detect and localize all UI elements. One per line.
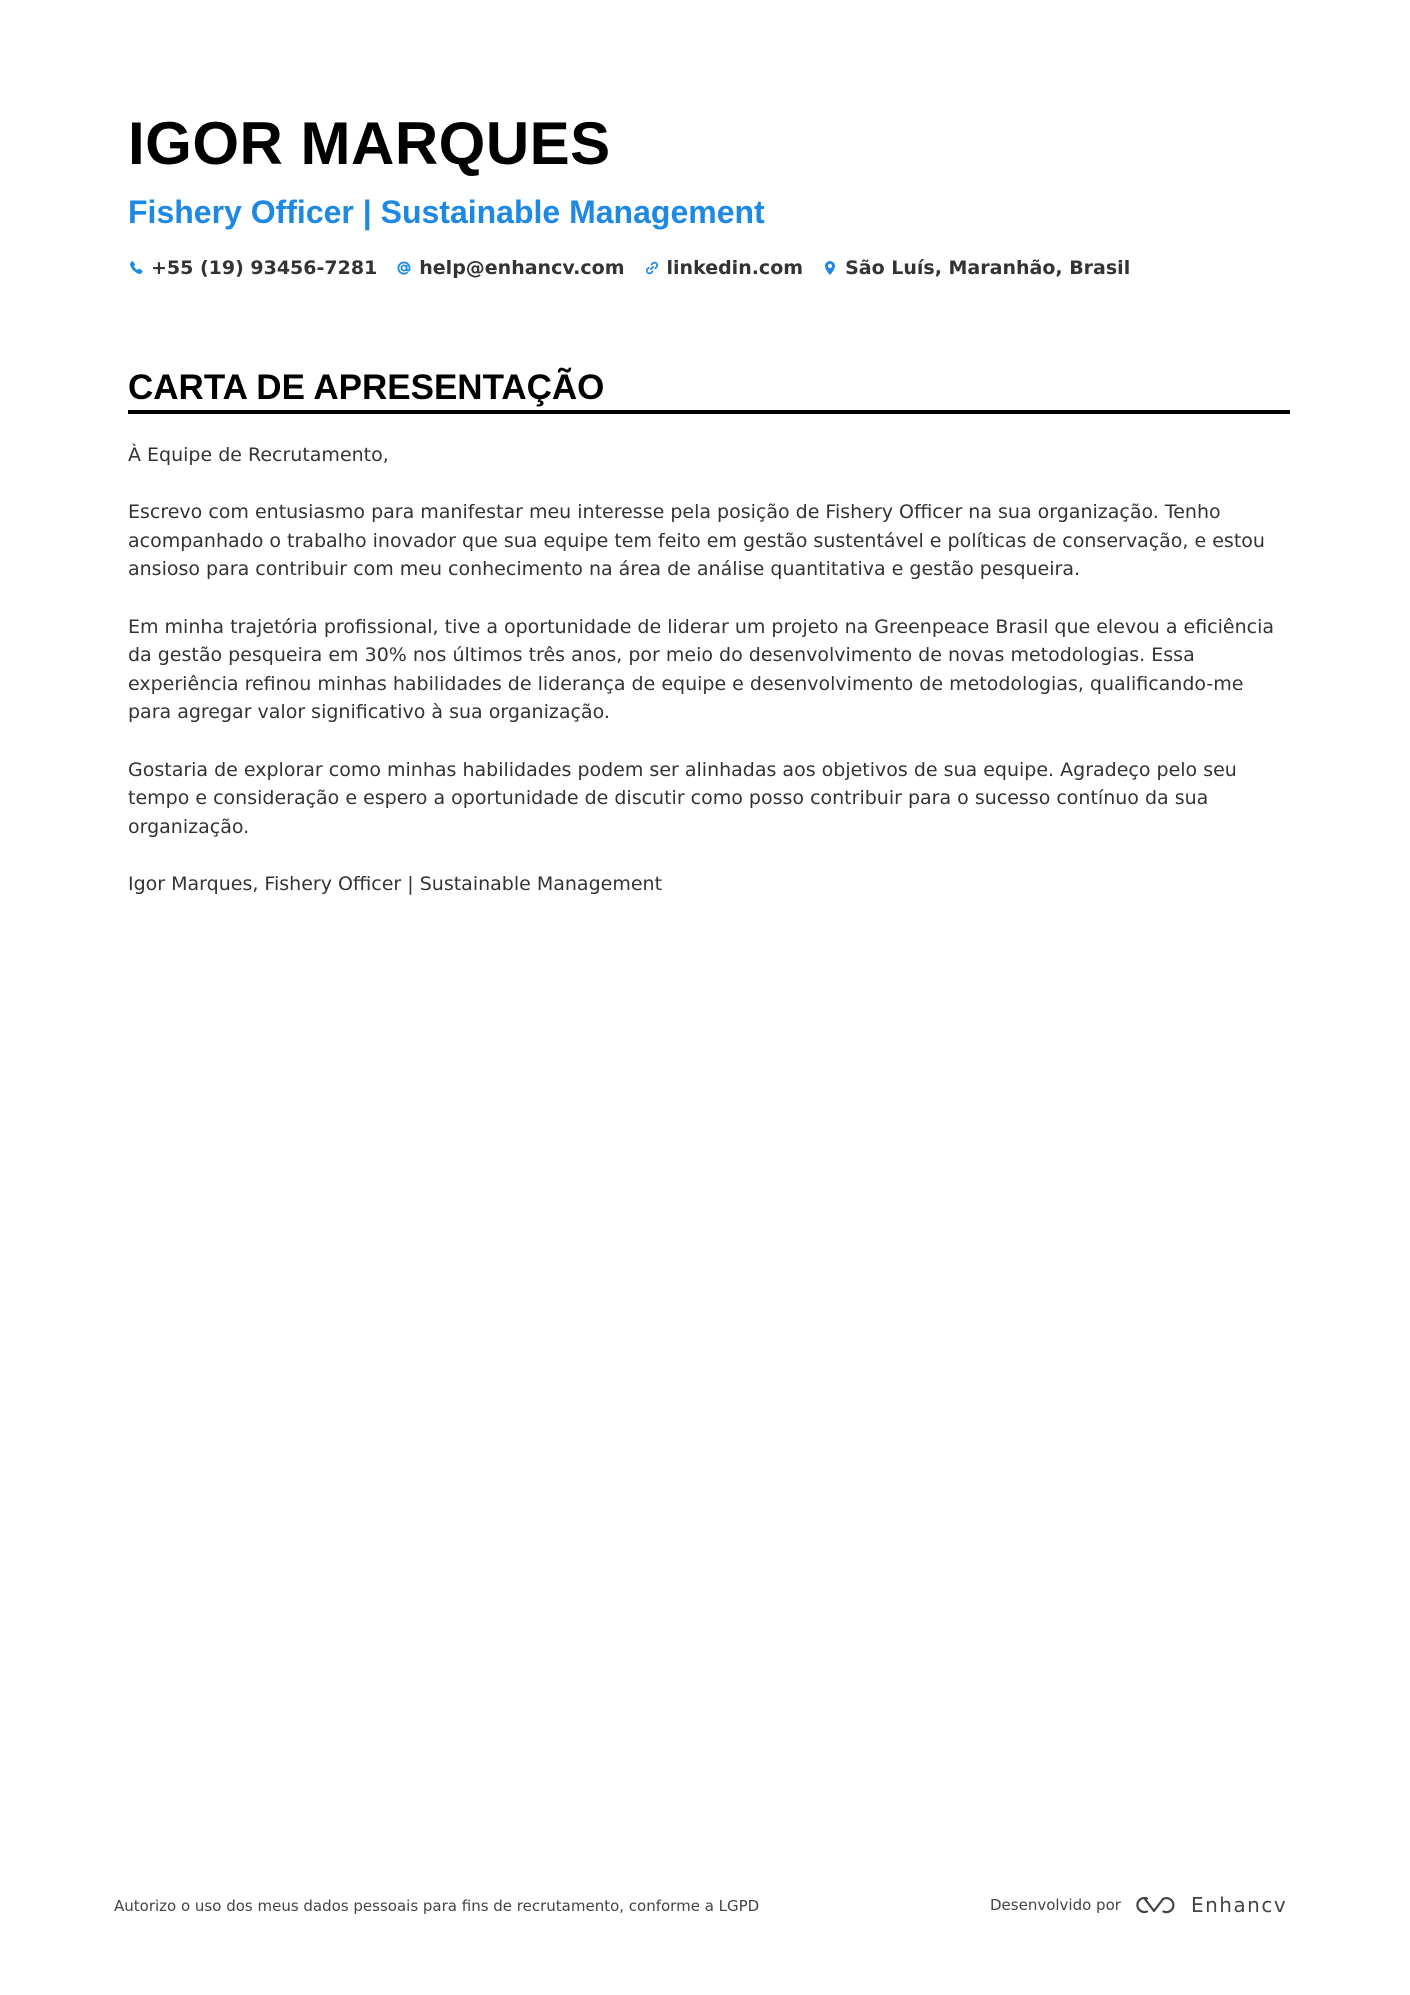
section-divider: [128, 410, 1290, 414]
contact-email-text: help@enhancv.com: [419, 257, 625, 279]
footer-built-by-label: Desenvolvido por: [990, 1896, 1121, 1914]
contact-linkedin[interactable]: [644, 255, 804, 281]
footer-consent-text: Autorizo o uso dos meus dados pessoais para fins de recrutamento, conforme a LGPD: [114, 1897, 760, 1915]
letter-paragraph: Gostaria de explorar como minhas habilidades podem ser alinhadas aos objetivos de sua equipe. Agradeço pelo seu tempo e consideração e espero a oportunidade de discutir como posso contribuir para o sucesso contínuo da sua organização.: [128, 758, 1237, 838]
contact-location: [822, 255, 1130, 281]
phone-icon: [128, 260, 144, 276]
contact-location-text: São Luís, Maranhão, Brasil: [845, 257, 1131, 279]
letter-body: [128, 441, 1290, 899]
contact-phone: [128, 255, 377, 281]
candidate-headline: Fishery Officer | Sustainable Management: [128, 194, 765, 230]
candidate-name: IGOR MARQUES: [128, 110, 611, 177]
contact-phone-text: +55 (19) 93456-7281: [151, 257, 378, 279]
link-icon: [644, 260, 660, 276]
enhancv-logo-text: Enhancv: [1190, 1893, 1288, 1917]
contact-linkedin-text: linkedin.com: [666, 257, 804, 279]
location-pin-icon: [822, 260, 838, 276]
letter-greeting: À Equipe de Recrutamento,: [128, 444, 389, 466]
footer-brand[interactable]: [990, 1890, 1287, 1920]
contact-info: [128, 255, 1130, 281]
at-icon: [396, 260, 412, 276]
letter-signature: Igor Marques, Fishery Officer | Sustainable Management: [128, 872, 663, 895]
section-title: CARTA DE APRESENTAÇÃO: [128, 368, 605, 407]
letter-paragraph: Escrevo com entusiasmo para manifestar meu interesse pela posição de Fishery Officer na sua organização. Tenho acompanhado o trabalho inovador que sua equipe tem feito em gestão sustentável e políticas de conservação, e estou ansioso para contribuir com meu conhecimento na área de análise quantitativa e gestão pesqueira.: [128, 501, 1265, 581]
letter-paragraph: Em minha trajetória profissional, tive a oportunidade de liderar um projeto na Greenpeace Brasil que elevou a eficiência da gestão pesqueira em 30% nos últimos três anos, por meio do desenvolvimento de novas metodologias. Essa experiência refinou minhas habilidades de liderança de equipe e desenvolvimento de metodologias, qualificando-me para agregar valor significativo à sua organização.: [128, 615, 1275, 724]
enhancv-logo-icon: [1133, 1893, 1179, 1917]
contact-email[interactable]: [396, 255, 624, 281]
